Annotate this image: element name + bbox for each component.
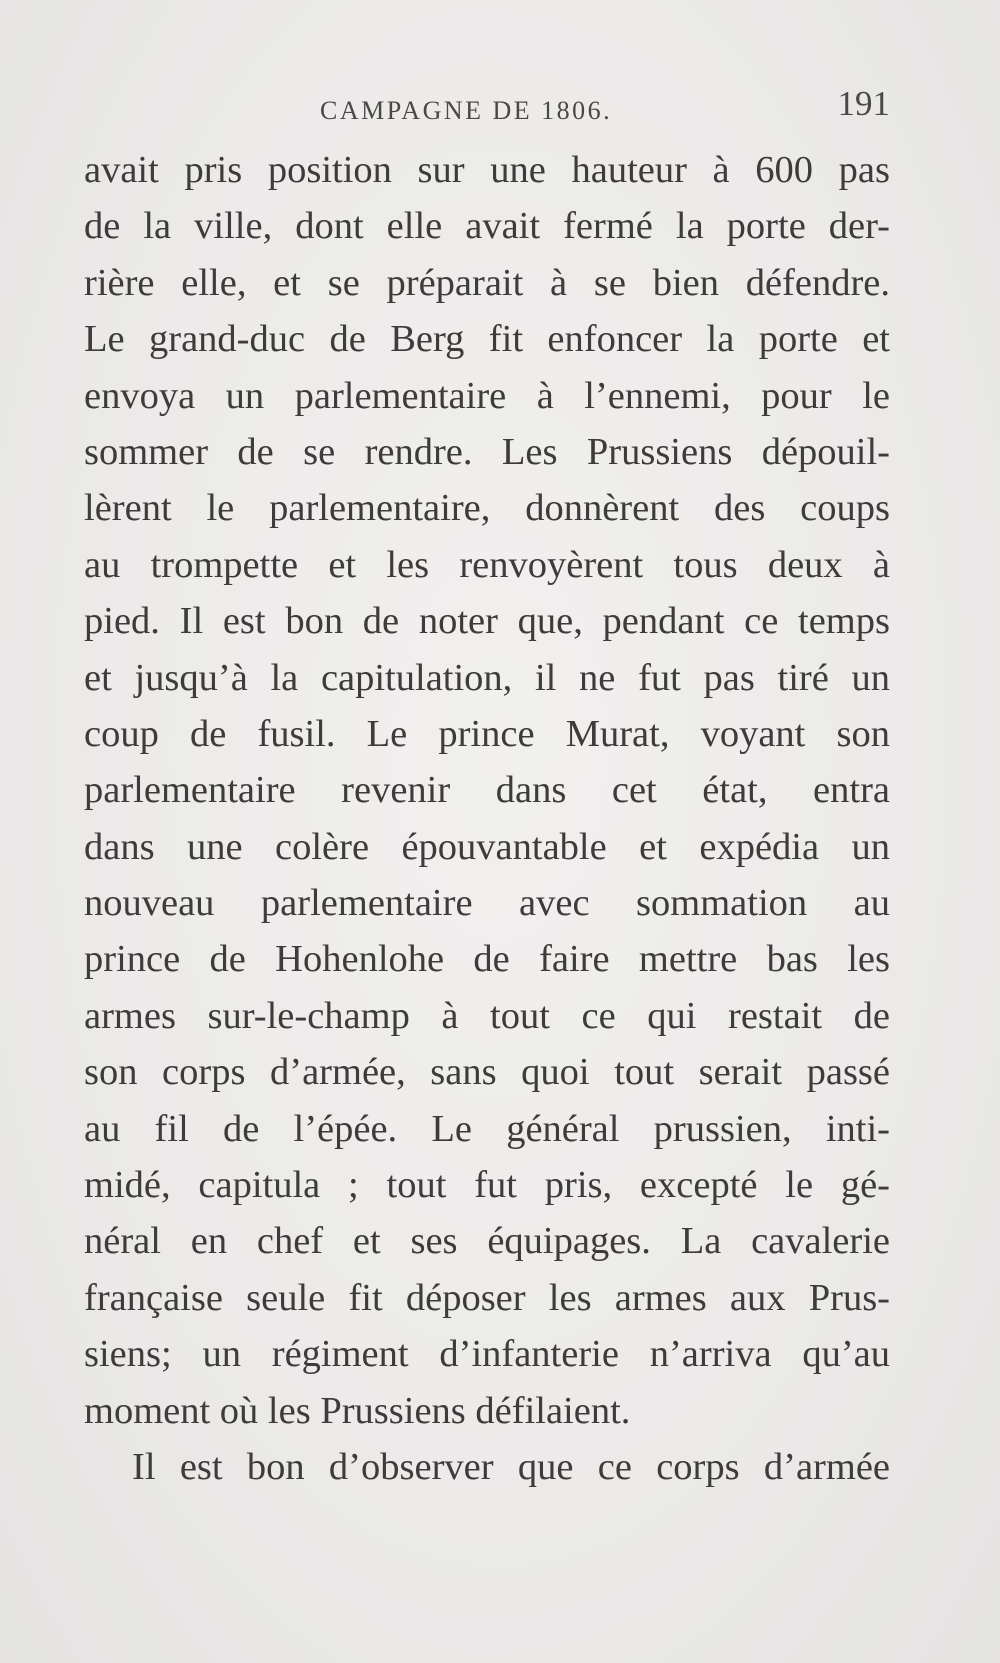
- text-line: envoya un parlementaire à l’ennemi, pour le: [84, 374, 890, 417]
- text-line: sommer de se rendre. Les Prussiens dépouil-: [84, 430, 890, 473]
- text-line: lèrent le parlementaire, donnèrent des coups: [84, 487, 890, 530]
- text-line: son corps d’armée, sans quoi tout serait passé: [84, 1051, 890, 1094]
- text-line: moment où les Prussiens défilaient.: [84, 1389, 631, 1432]
- text-line: nouveau parlementaire avec sommation au: [84, 882, 890, 925]
- paragraph: [84, 1439, 890, 1495]
- text-line: coup de fusil. Le prince Murat, voyant son: [84, 712, 890, 755]
- page-number: 191: [837, 84, 890, 123]
- text-line: et jusqu’à la capitulation, il ne fut pas tiré un: [84, 656, 890, 699]
- text-line: parlementaire revenir dans cet état, entra: [84, 769, 890, 812]
- text-line: Il est bon d’observer que ce corps d’armée: [132, 1445, 890, 1488]
- text-line: dans une colère épouvantable et expédia un: [84, 825, 890, 868]
- text-line: au fil de l’épée. Le général prussien, inti-: [84, 1107, 890, 1150]
- body-text: [84, 142, 890, 1495]
- text-line: rière elle, et se préparait à se bien défendre.: [84, 261, 890, 304]
- text-line: siens; un régiment d’infanterie n’arriva qu’au: [84, 1333, 890, 1376]
- text-line: armes sur-le-champ à tout ce qui restait de: [84, 994, 890, 1037]
- text-line: pied. Il est bon de noter que, pendant ce temps: [84, 600, 890, 643]
- paragraph: [84, 142, 890, 1439]
- text-line: au trompette et les renvoyèrent tous deux à: [84, 543, 890, 586]
- text-line: de la ville, dont elle avait fermé la porte der-: [84, 205, 890, 248]
- text-line: néral en chef et ses équipages. La cavalerie: [84, 1220, 890, 1263]
- text-line: prince de Hohenlohe de faire mettre bas les: [84, 938, 890, 981]
- text-line: française seule fit déposer les armes aux Prus-: [84, 1276, 890, 1319]
- page-header: [84, 84, 890, 144]
- running-head: CAMPAGNE DE 1806.: [320, 96, 613, 125]
- text-line: midé, capitula ; tout fut pris, excepté le gé-: [84, 1164, 890, 1207]
- text-line: avait pris position sur une hauteur à 600 pas: [84, 149, 890, 191]
- text-line: Le grand-duc de Berg fit enfoncer la porte et: [84, 318, 890, 361]
